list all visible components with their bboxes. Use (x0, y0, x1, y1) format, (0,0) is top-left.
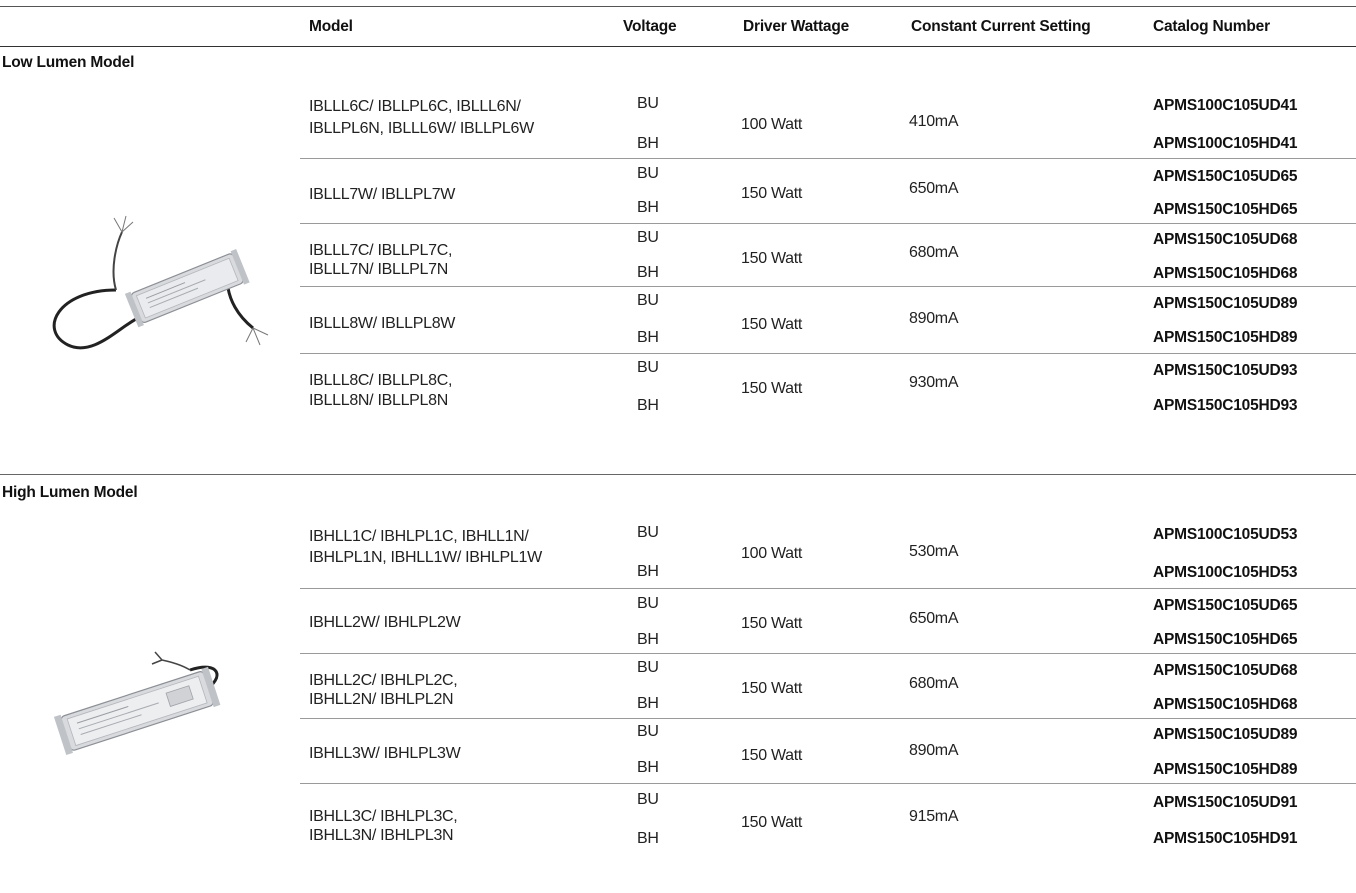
section-divider (0, 474, 1356, 475)
current-value: 890mA (909, 310, 959, 327)
model-name: IBHLPL1N, IBHLL1W/ IBHLPL1W (309, 549, 542, 566)
catalog-number: APMS100C105UD53 (1153, 526, 1298, 543)
model-name: IBHLL2W/ IBHLPL2W (309, 614, 461, 631)
model-name: IBHLL1C/ IBHLPL1C, IBHLL1N/ (309, 528, 529, 545)
catalog-number: APMS150C105HD68 (1153, 265, 1298, 282)
model-name: IBLLL7C/ IBLLPL7C, (309, 242, 453, 259)
led-driver-image-low (38, 210, 278, 380)
model-name: IBLLL7N/ IBLLPL7N (309, 261, 448, 278)
section-title-low-lumen: Low Lumen Model (2, 54, 135, 71)
voltage-value: BH (637, 563, 659, 580)
header-bottom-rule (0, 46, 1356, 47)
voltage-value: BH (637, 329, 659, 346)
voltage-value: BH (637, 830, 659, 847)
voltage-value: BU (637, 524, 659, 541)
column-header-driver-wattage: Driver Wattage (743, 18, 850, 35)
model-name: IBLLL8W/ IBLLPL8W (309, 315, 456, 332)
catalog-number: APMS150C105UD89 (1153, 726, 1298, 743)
model-name: IBLLPL6N, IBLLL6W/ IBLLPL6W (309, 120, 534, 137)
catalog-number: APMS100C105UD41 (1153, 97, 1298, 114)
catalog-number: APMS150C105HD65 (1153, 631, 1298, 648)
row-divider (300, 718, 1356, 719)
current-value: 410mA (909, 113, 959, 130)
row-divider (300, 783, 1356, 784)
voltage-value: BU (637, 229, 659, 246)
voltage-value: BU (637, 659, 659, 676)
catalog-number: APMS100C105HD53 (1153, 564, 1298, 581)
catalog-number: APMS150C105HD89 (1153, 761, 1298, 778)
column-header-voltage: Voltage (623, 18, 677, 35)
current-value: 650mA (909, 610, 959, 627)
voltage-value: BU (637, 292, 659, 309)
voltage-value: BH (637, 199, 659, 216)
current-value: 680mA (909, 675, 959, 692)
section-title-high-lumen: High Lumen Model (2, 484, 138, 501)
catalog-number: APMS150C105HD91 (1153, 830, 1298, 847)
model-name: IBHLL2N/ IBHLPL2N (309, 691, 454, 708)
wattage-value: 150 Watt (741, 316, 803, 333)
row-divider (300, 653, 1356, 654)
catalog-number: APMS150C105UD65 (1153, 597, 1298, 614)
model-name: IBHLL3N/ IBHLPL3N (309, 827, 454, 844)
voltage-value: BH (637, 135, 659, 152)
model-name: IBHLL2C/ IBHLPL2C, (309, 672, 458, 689)
row-divider (300, 353, 1356, 354)
voltage-value: BH (637, 759, 659, 776)
model-name: IBLLL7W/ IBLLPL7W (309, 186, 456, 203)
wattage-value: 100 Watt (741, 545, 803, 562)
wattage-value: 150 Watt (741, 814, 803, 831)
voltage-value: BU (637, 359, 659, 376)
wattage-value: 100 Watt (741, 116, 803, 133)
wattage-value: 150 Watt (741, 680, 803, 697)
voltage-value: BH (637, 631, 659, 648)
model-name: IBHLL3W/ IBHLPL3W (309, 745, 461, 762)
column-header-catalog-number: Catalog Number (1153, 18, 1270, 35)
catalog-number: APMS100C105HD41 (1153, 135, 1298, 152)
voltage-value: BU (637, 595, 659, 612)
wattage-value: 150 Watt (741, 380, 803, 397)
row-divider (300, 588, 1356, 589)
voltage-value: BH (637, 695, 659, 712)
voltage-value: BU (637, 165, 659, 182)
voltage-value: BU (637, 791, 659, 808)
catalog-number: APMS150C105UD89 (1153, 295, 1298, 312)
catalog-number: APMS150C105UD68 (1153, 662, 1298, 679)
model-name: IBHLL3C/ IBHLPL3C, (309, 808, 458, 825)
catalog-number: APMS150C105HD65 (1153, 201, 1298, 218)
catalog-number: APMS150C105HD68 (1153, 696, 1298, 713)
catalog-number: APMS150C105HD93 (1153, 397, 1298, 414)
catalog-number: APMS150C105UD68 (1153, 231, 1298, 248)
current-value: 890mA (909, 742, 959, 759)
voltage-value: BH (637, 397, 659, 414)
wattage-value: 150 Watt (741, 250, 803, 267)
current-value: 680mA (909, 244, 959, 261)
column-header-model: Model (309, 18, 353, 35)
wattage-value: 150 Watt (741, 615, 803, 632)
model-name: IBLLL6C/ IBLLPL6C, IBLLL6N/ (309, 98, 521, 115)
wattage-value: 150 Watt (741, 747, 803, 764)
voltage-value: BH (637, 264, 659, 281)
led-driver-image-high (40, 640, 260, 770)
voltage-value: BU (637, 723, 659, 740)
current-value: 530mA (909, 543, 959, 560)
catalog-number: APMS150C105UD91 (1153, 794, 1298, 811)
row-divider (300, 158, 1356, 159)
current-value: 930mA (909, 374, 959, 391)
row-divider (300, 223, 1356, 224)
row-divider (300, 286, 1356, 287)
catalog-number: APMS150C105UD65 (1153, 168, 1298, 185)
current-value: 650mA (909, 180, 959, 197)
voltage-value: BU (637, 95, 659, 112)
current-value: 915mA (909, 808, 959, 825)
model-name: IBLLL8N/ IBLLPL8N (309, 392, 448, 409)
catalog-number: APMS150C105HD89 (1153, 329, 1298, 346)
column-header-constant-current: Constant Current Setting (911, 18, 1091, 35)
wattage-value: 150 Watt (741, 185, 803, 202)
model-name: IBLLL8C/ IBLLPL8C, (309, 372, 453, 389)
catalog-number: APMS150C105UD93 (1153, 362, 1298, 379)
